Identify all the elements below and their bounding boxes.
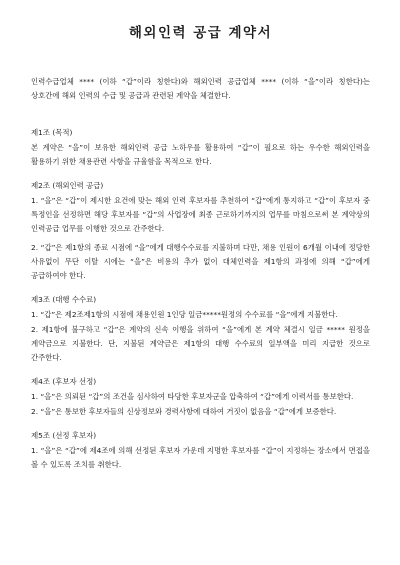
article-title: 제3조 (대행 수수료) (31, 295, 97, 304)
article-4 (31, 375, 370, 419)
article-title: 제5조 (선정 후보자) (31, 431, 97, 440)
article-clause: 본 계약은 “을”이 보유한 해외인력 공급 노하우를 활용하여 “갑”이 필요로 하는 우수한 해외인력을 활용하기 위한 채용관련 사항을 규율함을 목적으로 한다. (31, 143, 370, 166)
article-clause: 2. “을”은 통보한 후보자들의 신상정보와 경력사항에 대하여 거짓이 없음을 “갑”에게 보증한다. (31, 407, 337, 416)
article-title: 제4조 (후보자 선정) (31, 377, 97, 386)
document-title: 해외인력 공급 계약서 (128, 25, 273, 41)
article-1 (31, 126, 370, 169)
article-5 (31, 429, 370, 472)
article-clause: 1. “을”은 “갑”에 제4조에 의해 선정된 후보자 가운데 지명한 후보자를 “갑”이 지정하는 장소에서 면접을 볼 수 있도록 조치를 취한다. (31, 446, 370, 469)
article-clause: 2. “갑”은 제1항의 종료 시점에 “을”에게 대행수수료를 지불하며 다만, 채용 인원이 6개월 이내에 정당한 사유없이 무단 이탈 시에는 “을”은 비용의 추가 없이 대체인력을 제1항의 과정에 의해 “갑”에게 공급하여야 한다. (31, 243, 370, 280)
article-clause: 1. “갑”은 제2조제1항의 시점에 채용인원 1인당 일금*****원정의 수수료를 “을”에게 지불한다. (31, 310, 338, 319)
article-2 (31, 179, 370, 283)
article-clause: 2. 제1항에 불구하고 “갑”은 계약의 신속 이행을 위하여 “을”에게 본 계약 체결시 일금 ***** 원정을 계약금으로 지불한다. 단, 지불된 계약금은 제1항의 대행 수수료의 일부액을 미리 지급한 것으로 간주한다. (31, 325, 370, 362)
article-title: 제1조 (목적) (31, 128, 73, 137)
article-clause: 1. “을”은 의뢰된 “갑”의 조건을 심사하여 타당한 후보자군을 압축하여 “갑”에게 이력서를 통보한다. (31, 392, 354, 401)
intro-paragraph: 인력수급업체 **** (이하 “갑”이라 칭한다)와 해외인력 공급업체 **** (이하 “을”이라 칭한다)는 상호간에 해외 인력의 수급 및 공급과 관련된 계약을 체결한다. (31, 77, 370, 100)
article-title: 제2조 (해외인력 공급) (31, 181, 104, 190)
article-3 (31, 293, 370, 365)
article-clause: 1. “을”은 “갑”이 제시한 요건에 맞는 해외 인력 후보자를 추천하여 “갑”에게 통지하고 “갑”이 후보자 중 특정인을 선정하면 해당 후보자를 “갑”의 사업장에 최종 근로하기까지의 업무를 마침으로써 본 계약상의 인력공급 업무를 이행한 것으로 간주한다. (31, 196, 370, 233)
